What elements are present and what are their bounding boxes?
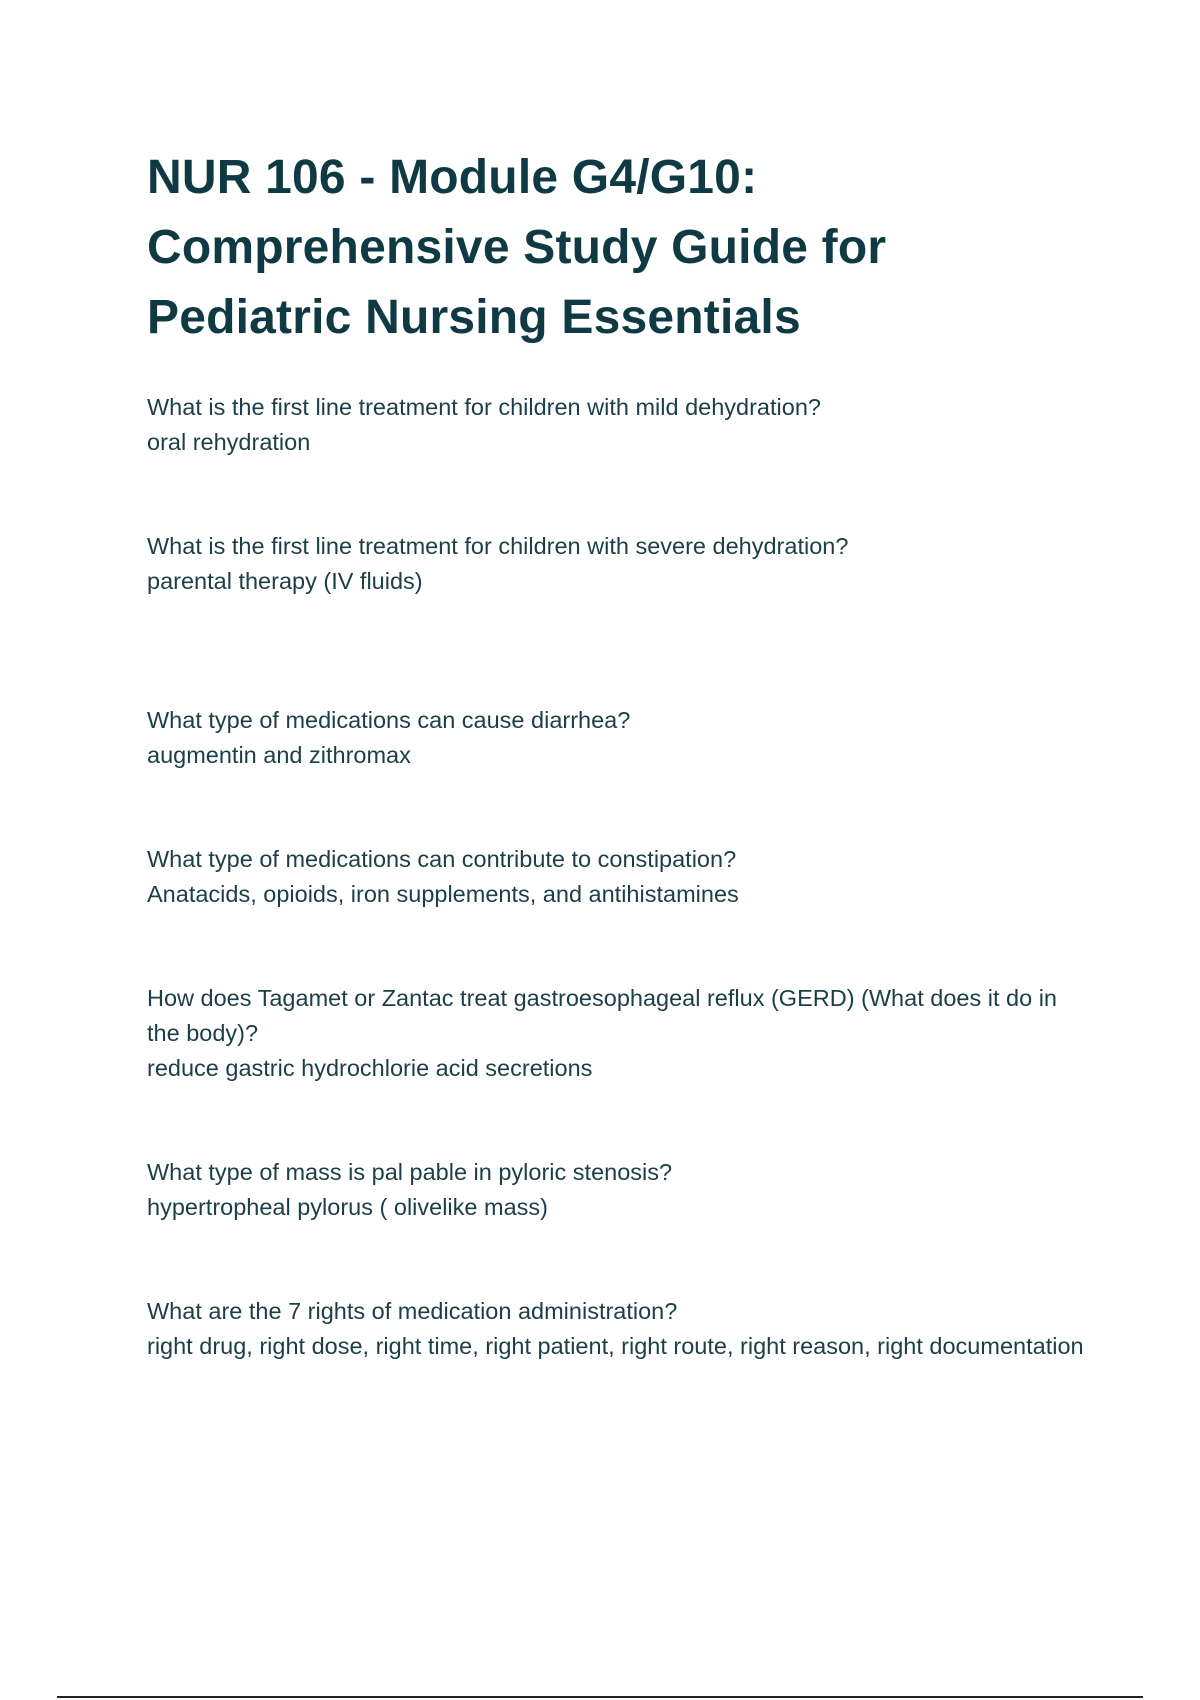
- answer-text: parental therapy (IV fluids): [147, 568, 423, 594]
- qa-item: [147, 529, 1087, 599]
- question-text: What type of medications can cause diarrhea?: [147, 707, 631, 733]
- qa-item: [147, 842, 1087, 912]
- answer-text: Anatacids, opioids, iron supplements, and antihistamines: [147, 881, 739, 907]
- question-text: What type of medications can contribute to constipation?: [147, 846, 737, 872]
- qa-item: [147, 981, 1087, 1086]
- qa-item: [147, 703, 1087, 773]
- answer-text: augmentin and zithromax: [147, 742, 411, 768]
- question-text: What type of mass is pal pable in pyloric stenosis?: [147, 1159, 673, 1185]
- answer-text: reduce gastric hydrochlorie acid secretions: [147, 1055, 593, 1081]
- qa-item: [147, 390, 1087, 460]
- page-title: NUR 106 - Module G4/G10: Comprehensive Study Guide for Pediatric Nursing Essentials: [147, 151, 887, 344]
- answer-text: oral rehydration: [147, 429, 311, 455]
- question-text: How does Tagamet or Zantac treat gastroesophageal reflux (GERD) (What does it do in the body)?: [147, 985, 1057, 1046]
- footer-divider: [57, 1696, 1143, 1698]
- answer-text: right drug, right dose, right time, right patient, right route, right reason, right documentation: [147, 1333, 1084, 1359]
- question-text: What are the 7 rights of medication administration?: [147, 1298, 678, 1324]
- question-text: What is the first line treatment for children with severe dehydration?: [147, 533, 849, 559]
- qa-item: [147, 1155, 1087, 1225]
- answer-text: hypertropheal pylorus ( olivelike mass): [147, 1194, 548, 1220]
- qa-item: [147, 1294, 1087, 1364]
- question-text: What is the first line treatment for children with mild dehydration?: [147, 394, 821, 420]
